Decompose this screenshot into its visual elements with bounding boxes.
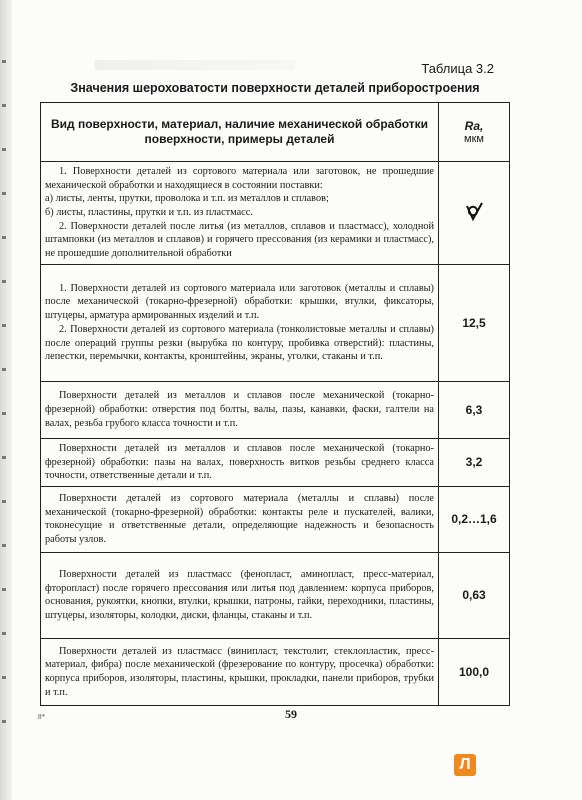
description-paragraph: Поверхности деталей из металлов и сплавов после механической (токарно-фрезерной) обработки: пазы на валах, поверхность витков резьбы среднего класса точности, ответственные детали и т.п. [45, 442, 434, 482]
bleed-through-shadow [95, 60, 295, 70]
binding-holes [2, 60, 6, 760]
row-description [41, 486, 439, 552]
description-paragraph: Поверхности деталей из металлов и сплавов после механической (токарно-фрезерной) обработки: отверстия под болты, валы, пазы, канавки, фаски, галтели на валах, резьба грубого класса точности и т.п. [45, 390, 434, 429]
row-ra-value: 100,0 [439, 638, 510, 705]
table-row [41, 264, 510, 381]
row-ra-value [439, 162, 510, 265]
description-paragraph: а) листы, ленты, прутки, проволока и т.п. из металлов и сплавов; [45, 193, 329, 205]
column-header-description: Вид поверхности, материал, наличие механической обработки поверхности, примеры деталей [41, 103, 439, 162]
page-number: 59 [285, 707, 297, 721]
column-header-ra [439, 103, 510, 162]
row-description [41, 381, 439, 438]
row-ra-value: 6,3 [439, 381, 510, 438]
row-ra-value: 0,63 [439, 552, 510, 638]
table-caption: Значения шероховатости поверхности деталей приборостроения [70, 81, 480, 95]
description-paragraph: Поверхности деталей из пластмасс (винипласт, текстолит, стеклопластик, пресс-материал, фибра) после механической (фрезерование по контуру, просечка) обработки: корпуса приборов, изоляторы, пластины, крышки, прокладки, панели приборов, трубки и т.п. [45, 645, 434, 698]
signature-mark: 8* [38, 713, 45, 721]
description-paragraph: б) листы, пластины, прутки и т.п. из пластмасс. [45, 207, 253, 219]
description-paragraph: 1. Поверхности деталей из сортового материала или заготовок, не прошедшие механической обработки и находящиеся в состоянии поставки: [45, 166, 434, 191]
description-paragraph: 2. Поверхности деталей после литья (из металлов, сплавов и пластмасс), холодной штамповки (из металлов и сплавов) и горячего прессования (из керамики и пластмасс), не прошедшие дополнительной обработки [45, 220, 434, 260]
description-paragraph: Поверхности деталей из пластмасс (фенопласт, аминопласт, пресс-материал, фторопласт) после горячего прессования или литья под давлением: корпуса приборов, основания, рукоятки, кнопки, втулки, крышки, патроны, гайки, переходники, пластины, штуцеры, изоляторы, колодки, диски, фланцы, стаканы и т.п. [45, 569, 434, 622]
row-description [41, 638, 439, 705]
table-row [41, 438, 510, 486]
table-row [41, 381, 510, 438]
table-body [41, 162, 510, 706]
table-header-row [41, 103, 510, 162]
table-row [41, 486, 510, 552]
row-description [41, 438, 439, 486]
litres-logo-icon: Л [454, 754, 476, 776]
description-paragraph: Поверхности деталей из сортового материала (металлы и сплавы) после механической (токарно-фрезерной) обработки: контакты реле и пускателей, валики, токонесущие и ответственные детали, определяющие надежность и безопасность работы узлов. [45, 493, 434, 546]
row-description [41, 162, 439, 265]
surface-without-removal-symbol-icon [463, 200, 485, 222]
row-ra-value: 3,2 [439, 438, 510, 486]
description-paragraph: 1. Поверхности деталей из сортового материала или заготовок (металлы и сплавы) после механической (токарно-фрезерной) обработки: крышки, втулки, фиксаторы, штуцеры, арматура армированных изделий и т.п. [45, 282, 434, 322]
description-paragraph: 2. Поверхности деталей из сортового материала (тонколистовые металлы и сплавы) после операций группы резки (вырубка по контуру, пробивка отверстий): пластины, лепестки, перемычки, контакты, кронштейны, экраны, уголки, стаканы и т.п. [45, 323, 434, 363]
ra-unit: мкм [464, 133, 484, 145]
row-ra-value: 0,2…1,6 [439, 486, 510, 552]
ra-label: Ra, [464, 119, 484, 133]
table-row [41, 552, 510, 638]
table-row [41, 162, 510, 265]
table-row [41, 638, 510, 705]
row-description [41, 264, 439, 381]
roughness-table [40, 102, 510, 706]
row-ra-value: 12,5 [439, 264, 510, 381]
row-description [41, 552, 439, 638]
table-number: Таблица 3.2 [421, 61, 494, 76]
